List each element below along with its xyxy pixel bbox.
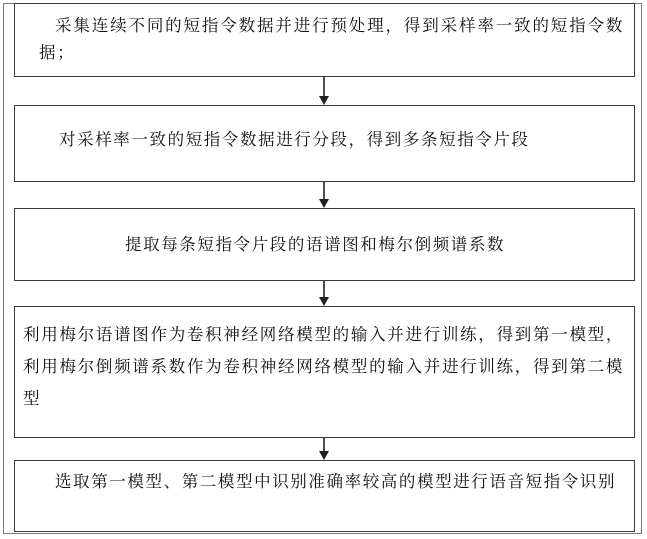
- step-box-1: [14, 3, 635, 77]
- step-text-5: 选取第一模型、第二模型中识别准确率较高的模型进行语音短指令识别: [55, 472, 617, 491]
- step-box-4: [14, 306, 635, 438]
- step-box-3: [14, 208, 635, 281]
- step-text-3: 提取每条短指令片段的语谱图和梅尔倒频谱系数: [125, 235, 506, 254]
- step-text-4: 利用梅尔语谱图作为卷积神经网络模型的输入并进行训练，得到第一模型，利用梅尔倒频谱系数作为卷积神经网络模型的输入并进行训练，得到第二模型: [23, 325, 624, 408]
- step-text-1: 采集连续不同的短指令数据并进行预处理，得到采样率一致的短指令数据；: [39, 16, 624, 62]
- step-box-5: [14, 460, 635, 532]
- step-box-2: [14, 105, 635, 182]
- step-text-2: 对采样率一致的短指令数据进行分段，得到多条短指令片段: [59, 130, 530, 149]
